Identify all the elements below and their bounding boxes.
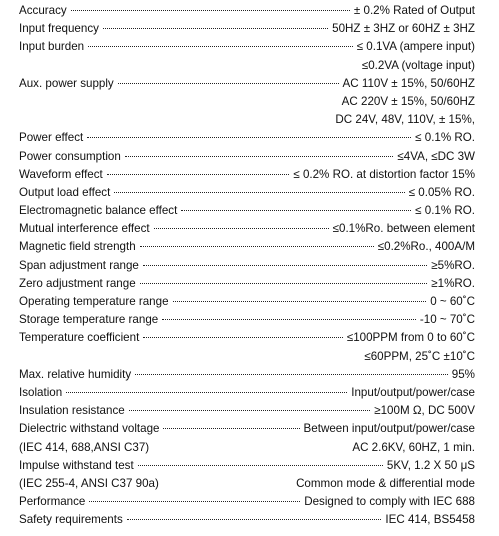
dotted-leader bbox=[140, 283, 428, 284]
spec-value: ≤ 0.1VA (ampere input) bbox=[356, 40, 475, 54]
spec-value: Between input/output/power/case bbox=[303, 422, 475, 436]
dotted-leader bbox=[114, 192, 404, 193]
spec-row-dielectric-standards bbox=[19, 439, 475, 457]
spec-value: IEC 414, BS5458 bbox=[385, 513, 475, 527]
spec-row-isolation bbox=[19, 384, 475, 402]
dotted-leader bbox=[88, 46, 353, 47]
spec-value: ≤0.1%Ro. between element bbox=[332, 222, 475, 236]
spec-label: Power effect bbox=[19, 131, 84, 145]
spec-row-power-consumption bbox=[19, 148, 475, 166]
spec-value: 5KV, 1.2 X 50 μS bbox=[386, 458, 475, 472]
spec-value: Input/output/power/case bbox=[351, 385, 475, 399]
spec-label: Aux. power supply bbox=[19, 76, 114, 90]
spec-row-impulse-withstand-test bbox=[19, 457, 475, 475]
spec-label: Waveform effect bbox=[19, 167, 103, 181]
dotted-leader bbox=[125, 156, 394, 157]
spec-row-magnetic-field-strength bbox=[19, 238, 475, 256]
dotted-leader bbox=[89, 501, 300, 502]
dotted-leader bbox=[129, 410, 371, 411]
spec-row-input-burden bbox=[19, 38, 475, 56]
spec-label: Performance bbox=[19, 495, 86, 509]
spec-label: Storage temperature range bbox=[19, 313, 159, 327]
spec-label: Isolation bbox=[19, 385, 63, 399]
spec-row-electromagnetic-balance-effect bbox=[19, 202, 475, 220]
dotted-leader bbox=[143, 265, 427, 266]
spec-label: Magnetic field strength bbox=[19, 240, 136, 254]
spec-label: Temperature coefficient bbox=[19, 331, 140, 345]
spec-label: Operating temperature range bbox=[19, 295, 169, 308]
dotted-leader bbox=[66, 392, 347, 393]
spec-value: DC 24V, 48V, 110V, ± 15%, bbox=[335, 113, 475, 127]
spec-value: ≤ 0.1% RO. bbox=[415, 204, 475, 218]
spec-row-temperature-coefficient bbox=[19, 329, 475, 347]
spec-row-input-frequency bbox=[19, 20, 475, 38]
spec-label: Power consumption bbox=[19, 149, 121, 163]
spec-value: ≤ 0.05% RO. bbox=[408, 185, 475, 199]
spec-row-performance bbox=[19, 493, 475, 511]
dotted-leader bbox=[103, 28, 328, 29]
dotted-leader bbox=[118, 83, 339, 84]
spec-value: ≤ 0.2% RO. at distortion factor 15% bbox=[293, 167, 475, 181]
dotted-leader bbox=[135, 374, 448, 375]
spec-row-safety-requirements bbox=[19, 511, 475, 529]
spec-value: ≥5%RO. bbox=[431, 258, 475, 272]
dotted-leader bbox=[140, 246, 374, 247]
spec-row-aux-power-supply bbox=[19, 75, 475, 93]
spec-label: Mutual interference effect bbox=[19, 222, 150, 236]
spec-row-output-load-effect bbox=[19, 184, 475, 202]
spec-value: ≤0.2%Ro., 400A/M bbox=[377, 240, 475, 254]
spec-value: ≤0.2VA (voltage input) bbox=[361, 58, 475, 72]
spec-row-power-effect bbox=[19, 129, 475, 147]
spec-row-mutual-interference-effect bbox=[19, 220, 475, 238]
spec-row-waveform-effect bbox=[19, 166, 475, 184]
spec-value: AC 2.6KV, 60HZ, 1 min. bbox=[352, 440, 475, 454]
spec-value: ≤4VA, ≤DC 3W bbox=[397, 149, 475, 163]
dotted-leader bbox=[181, 210, 411, 211]
spec-label: Accuracy bbox=[19, 4, 67, 17]
spec-value: 50HZ ± 3HZ or 60HZ ± 3HZ bbox=[332, 22, 475, 36]
spec-value: ≤ 0.1% RO. bbox=[415, 131, 475, 145]
spec-row-max-relative-humidity bbox=[19, 366, 475, 384]
spec-label: Max. relative humidity bbox=[19, 367, 132, 381]
dotted-leader bbox=[87, 137, 411, 138]
spec-value: -10 ~ 70˚C bbox=[419, 313, 475, 327]
dotted-leader bbox=[143, 337, 343, 338]
spec-value: ≥1%RO. bbox=[431, 276, 475, 290]
spec-value: Designed to comply with IEC 688 bbox=[304, 495, 475, 509]
spec-row-aux-power-supply-cont-1 bbox=[19, 93, 475, 111]
dotted-leader bbox=[107, 174, 290, 175]
dotted-leader bbox=[162, 319, 416, 320]
spec-row-input-burden-cont bbox=[19, 57, 475, 75]
spec-label: Output load effect bbox=[19, 185, 111, 199]
spec-label: Span adjustment range bbox=[19, 258, 139, 272]
spec-row-storage-temperature-range bbox=[19, 311, 475, 329]
spec-value: ≥100M Ω, DC 500V bbox=[374, 404, 475, 418]
spec-label: Input burden bbox=[19, 40, 85, 54]
spec-row-temperature-coefficient-cont bbox=[19, 348, 475, 366]
spec-row-aux-power-supply-cont-2 bbox=[19, 111, 475, 129]
spec-label: Insulation resistance bbox=[19, 404, 125, 418]
spec-label: Dielectric withstand voltage bbox=[19, 422, 160, 436]
dotted-leader bbox=[138, 465, 383, 466]
spec-row-span-adjustment-range bbox=[19, 257, 475, 275]
spec-list bbox=[19, 2, 475, 529]
spec-label: (IEC 414, 688,ANSI C37) bbox=[19, 440, 150, 454]
dotted-leader bbox=[163, 428, 299, 429]
spec-value: Common mode & differential mode bbox=[296, 476, 475, 490]
spec-row-accuracy bbox=[19, 2, 475, 20]
spec-label: Zero adjustment range bbox=[19, 276, 136, 290]
spec-label: Impulse withstand test bbox=[19, 458, 134, 472]
spec-row-zero-adjustment-range bbox=[19, 275, 475, 293]
spec-label: (IEC 255-4, ANSI C37 90a) bbox=[19, 476, 159, 490]
spec-value: ≤100PPM from 0 to 60˚C bbox=[346, 331, 475, 345]
dotted-leader bbox=[173, 301, 427, 302]
spec-value: ≤60PPM, 25˚C ±10˚C bbox=[364, 349, 475, 363]
spec-row-impulse-standards bbox=[19, 475, 475, 493]
spec-value: 95% bbox=[451, 367, 475, 381]
dotted-leader bbox=[71, 10, 350, 11]
spec-row-dielectric-withstand-voltage bbox=[19, 420, 475, 438]
spec-row-insulation-resistance bbox=[19, 402, 475, 420]
spec-row-operating-temperature-range bbox=[19, 293, 475, 311]
spec-value: AC 110V ± 15%, 50/60HZ bbox=[342, 76, 475, 90]
spec-value: ± 0.2% Rated of Output bbox=[353, 4, 475, 17]
spec-label: Electromagnetic balance effect bbox=[19, 204, 178, 218]
dotted-leader bbox=[154, 228, 329, 229]
spec-value: 0 ~ 60˚C bbox=[430, 295, 475, 308]
dotted-leader bbox=[127, 519, 382, 520]
spec-label: Input frequency bbox=[19, 22, 99, 36]
spec-label: Safety requirements bbox=[19, 513, 123, 527]
spec-value: AC 220V ± 15%, 50/60HZ bbox=[341, 94, 475, 108]
